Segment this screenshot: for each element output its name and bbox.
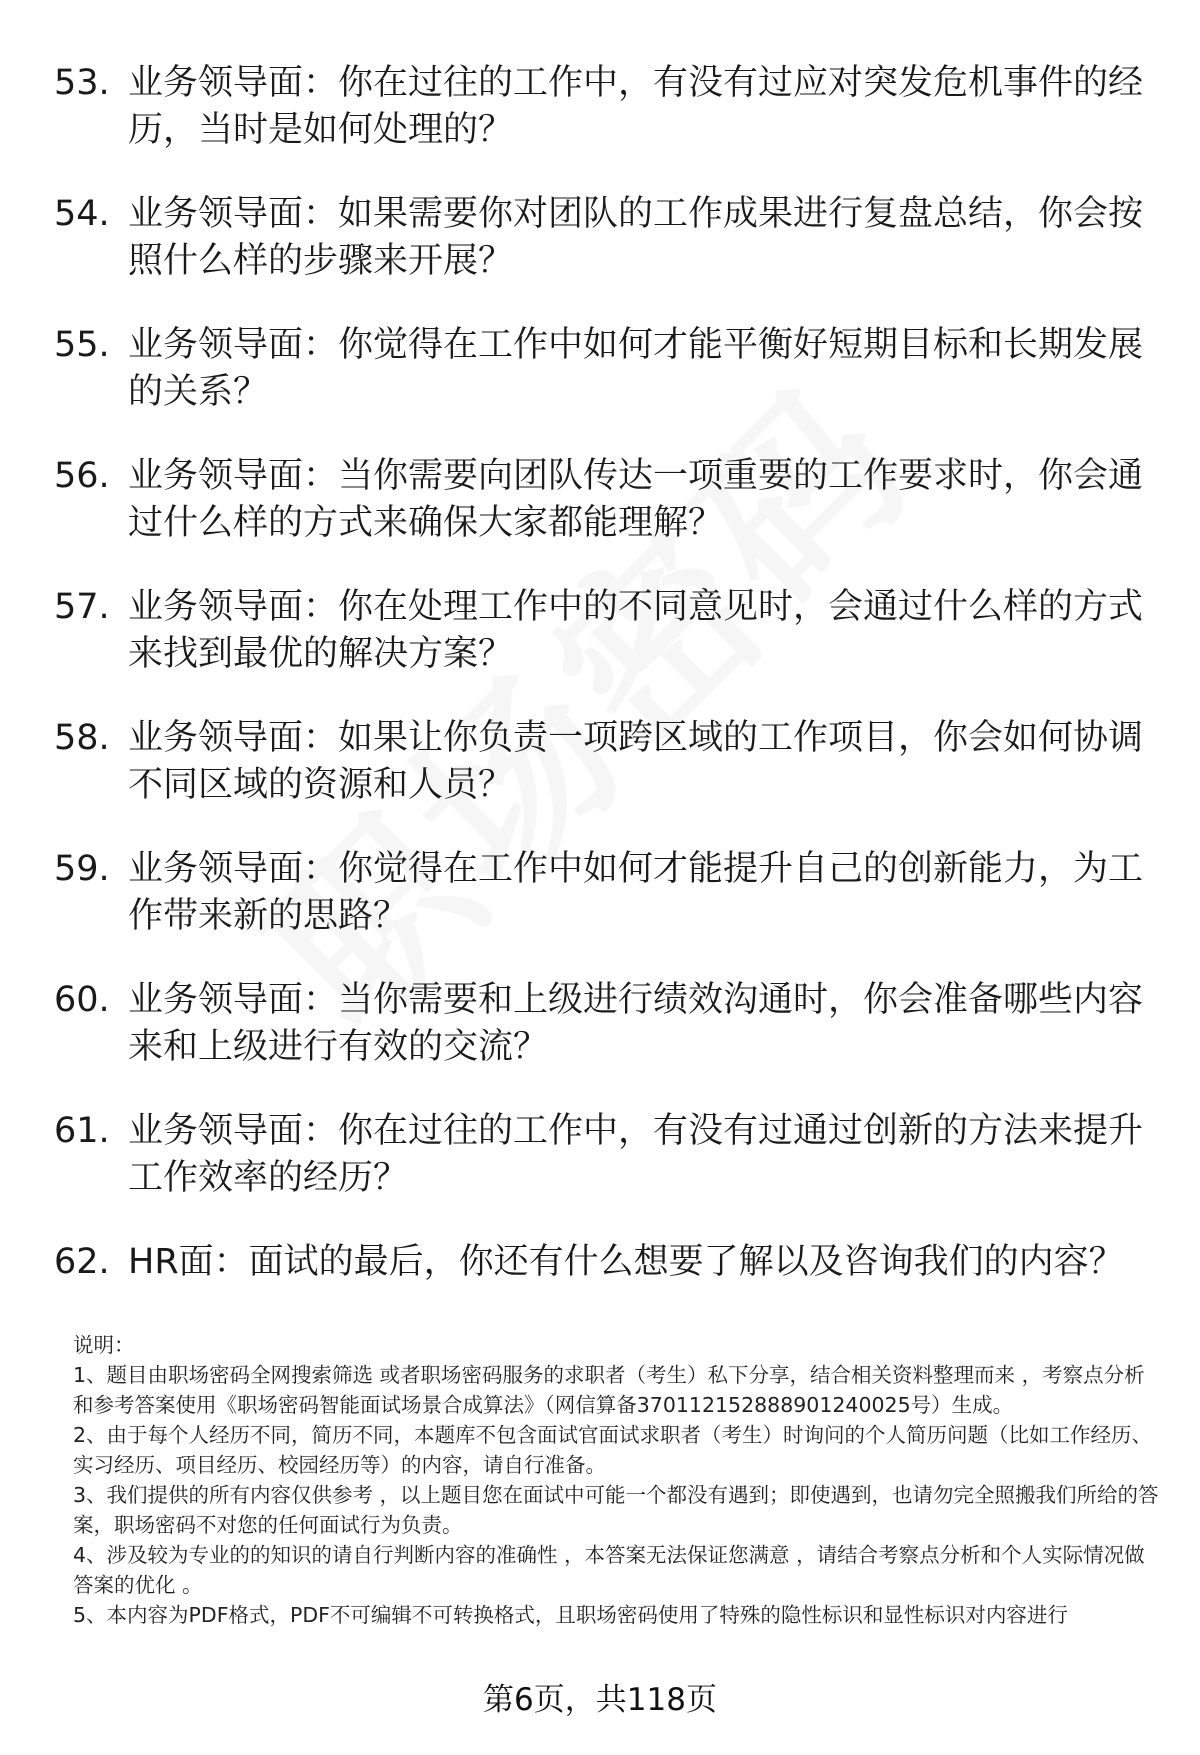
question-item	[0, 584, 1200, 715]
question-list	[0, 60, 1200, 1370]
question-item	[0, 977, 1200, 1108]
question-number: 60.	[54, 980, 110, 1020]
question-number: 58.	[54, 718, 110, 758]
question-number: 57.	[54, 587, 110, 627]
question-number: 59.	[54, 849, 110, 889]
note-item: 5、本内容为PDF格式，PDF不可编辑不可转换格式，且职场密码使用了特殊的隐性标识和显性标识对内容进行	[73, 1603, 1068, 1627]
question-text: 业务领导面：你在过往的工作中，有没有过通过创新的方法来提升工作效率的经历？	[128, 1111, 1144, 1198]
question-number: 61.	[54, 1111, 110, 1151]
question-text: 业务领导面：你在过往的工作中，有没有过应对突发危机事件的经历，当时是如何处理的？	[128, 63, 1144, 150]
question-text: HR面：面试的最后，你还有什么想要了解以及咨询我们的内容？	[128, 1242, 1124, 1282]
question-number: 55.	[54, 325, 110, 365]
notes-title: 说明：	[73, 1333, 135, 1357]
question-item	[0, 453, 1200, 584]
question-item	[0, 60, 1200, 191]
question-text: 业务领导面：如果让你负责一项跨区域的工作项目，你会如何协调不同区域的资源和人员？	[128, 718, 1144, 805]
note-item: 1、题目由职场密码全网搜索筛选 或者职场密码服务的求职者（考生）私下分享，结合相关资料整理而来 ，考察点分析和参考答案使用《职场密码智能面试场景合成算法》（网信算备370112152888901240025号）生成。	[73, 1363, 1145, 1417]
question-text: 业务领导面：当你需要和上级进行绩效沟通时，你会准备哪些内容来和上级进行有效的交流？	[128, 980, 1144, 1067]
question-item	[0, 846, 1200, 977]
question-number: 53.	[54, 63, 110, 103]
question-text: 业务领导面：你觉得在工作中如何才能平衡好短期目标和长期发展的关系？	[128, 325, 1144, 412]
question-item	[0, 322, 1200, 453]
note-item: 2、由于每个人经历不同，简历不同，本题库不包含面试官面试求职者（考生）时询问的个人简历问题（比如工作经历、实习经历、项目经历、校园经历等）的内容，请自行准备。	[73, 1423, 1153, 1477]
question-text: 业务领导面：你在处理工作中的不同意见时，会通过什么样的方式来找到最优的解决方案？	[128, 587, 1144, 674]
question-item	[0, 715, 1200, 846]
question-text: 业务领导面：如果需要你对团队的工作成果进行复盘总结，你会按照什么样的步骤来开展？	[128, 194, 1144, 281]
question-number: 54.	[54, 194, 110, 234]
question-item	[0, 1108, 1200, 1239]
question-item	[0, 191, 1200, 322]
question-number: 56.	[54, 456, 110, 496]
question-text: 业务领导面：你觉得在工作中如何才能提升自己的创新能力，为工作带来新的思路？	[128, 849, 1144, 936]
page-indicator: 第6页，共118页	[483, 1682, 717, 1718]
question-text: 业务领导面：当你需要向团队传达一项重要的工作要求时，你会通过什么样的方式来确保大家都能理解？	[128, 456, 1144, 543]
notes-section	[73, 1330, 1163, 1630]
note-item: 3、我们提供的所有内容仅供参考 ，以上题目您在面试中可能一个都没有遇到；即使遇到，也请勿完全照搬我们所给的答案，职场密码不对您的任何面试行为负责。	[73, 1483, 1159, 1537]
question-number: 62.	[54, 1242, 110, 1282]
note-item: 4、涉及较为专业的的知识的请自行判断内容的准确性 ，本答案无法保证您满意 ，请结合考察点分析和个人实际情况做答案的优化 。	[73, 1543, 1145, 1597]
